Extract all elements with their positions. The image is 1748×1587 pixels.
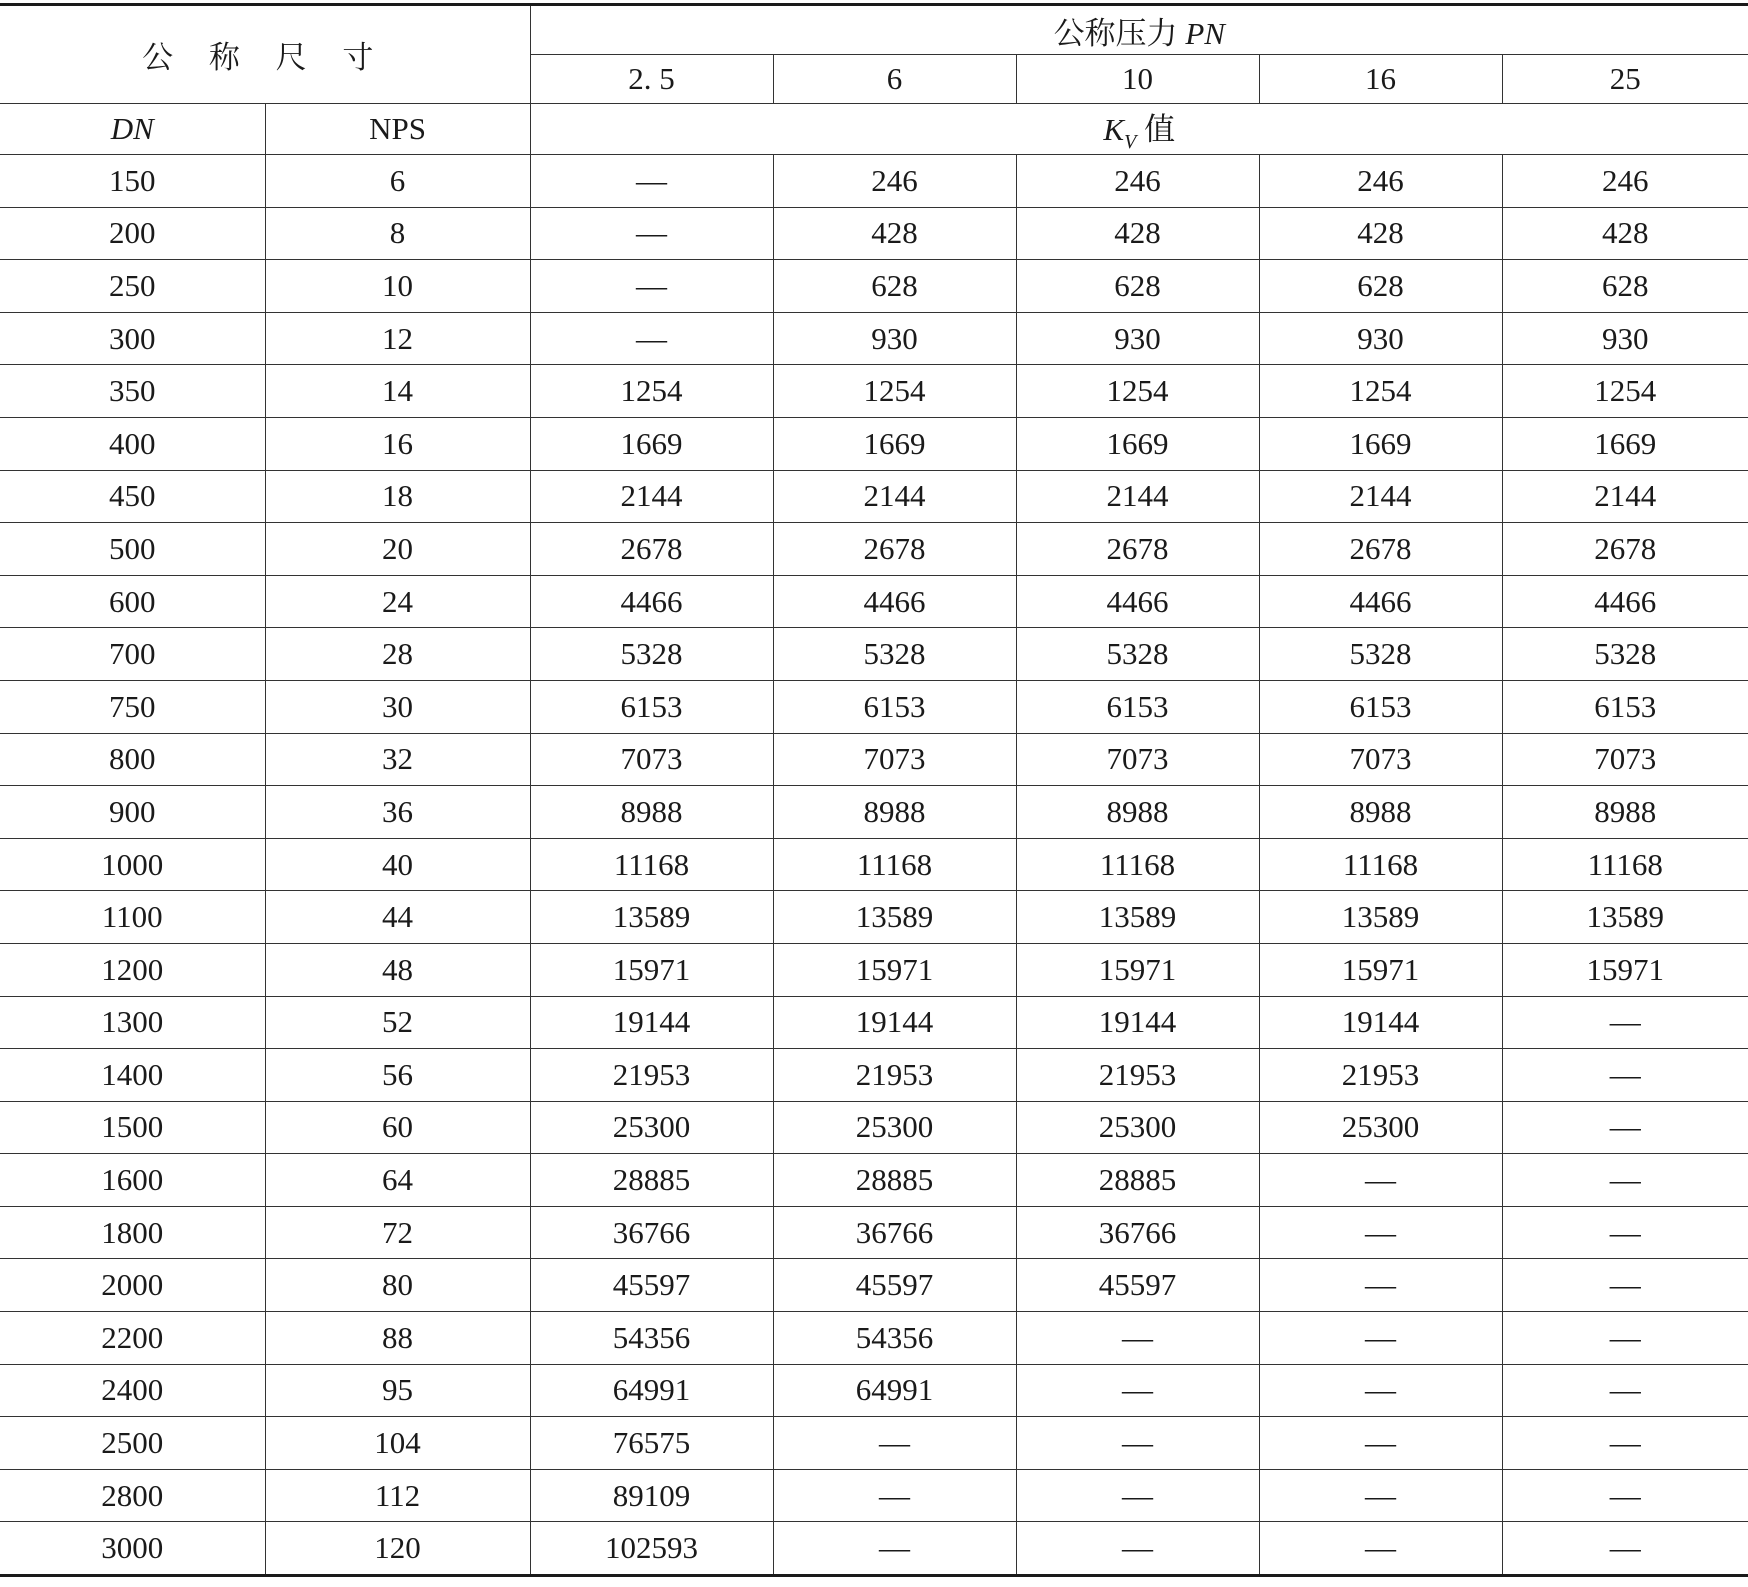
kv-cell-pn16: 15971 <box>1259 943 1502 996</box>
kv-cell-pn6: 2678 <box>773 523 1016 576</box>
table-row <box>0 155 1748 208</box>
kv-cell-pn25: — <box>1502 1417 1748 1470</box>
kv-cell-pn16: 7073 <box>1259 733 1502 786</box>
table-row <box>0 1469 1748 1522</box>
nps-cell: 10 <box>265 260 530 313</box>
kv-cell-pn10: 21953 <box>1016 1049 1259 1102</box>
pressure-class-header: 25 <box>1502 55 1748 104</box>
pressure-class-header: 10 <box>1016 55 1259 104</box>
kv-cell-pn10: 25300 <box>1016 1101 1259 1154</box>
kv-cell-pn16: — <box>1259 1312 1502 1365</box>
nps-cell: 20 <box>265 523 530 576</box>
dn-cell: 700 <box>0 628 265 681</box>
nps-cell: 32 <box>265 733 530 786</box>
table-row <box>0 996 1748 1049</box>
kv-cell-pn16: — <box>1259 1469 1502 1522</box>
kv-cell-pn2-5: 2678 <box>530 523 773 576</box>
dn-cell: 3000 <box>0 1522 265 1576</box>
pressure-class-header: 6 <box>773 55 1016 104</box>
kv-cell-pn2-5: 8988 <box>530 786 773 839</box>
dn-cell: 450 <box>0 470 265 523</box>
kv-cell-pn6: 6153 <box>773 680 1016 733</box>
kv-cell-pn25: — <box>1502 1154 1748 1207</box>
table-row <box>0 943 1748 996</box>
dn-column-header: DN <box>0 104 265 155</box>
kv-cell-pn2-5: 25300 <box>530 1101 773 1154</box>
kv-cell-pn6: — <box>773 1469 1016 1522</box>
kv-cell-pn6: 64991 <box>773 1364 1016 1417</box>
kv-cell-pn25: 1669 <box>1502 417 1748 470</box>
kv-cell-pn2-5: — <box>530 312 773 365</box>
kv-cell-pn6: — <box>773 1417 1016 1470</box>
kv-cell-pn16: 930 <box>1259 312 1502 365</box>
kv-cell-pn10: — <box>1016 1469 1259 1522</box>
kv-cell-pn25: — <box>1502 996 1748 1049</box>
kv-cell-pn6: 246 <box>773 155 1016 208</box>
kv-cell-pn25: — <box>1502 1312 1748 1365</box>
kv-cell-pn25: 1254 <box>1502 365 1748 418</box>
kv-cell-pn2-5: 64991 <box>530 1364 773 1417</box>
kv-cell-pn6: 1254 <box>773 365 1016 418</box>
kv-cell-pn10: 36766 <box>1016 1206 1259 1259</box>
kv-cell-pn16: — <box>1259 1206 1502 1259</box>
kv-cell-pn6: 930 <box>773 312 1016 365</box>
kv-cell-pn25: 246 <box>1502 155 1748 208</box>
nps-cell: 14 <box>265 365 530 418</box>
dn-cell: 250 <box>0 260 265 313</box>
kv-cell-pn6: 36766 <box>773 1206 1016 1259</box>
kv-cell-pn16: 5328 <box>1259 628 1502 681</box>
dn-cell: 1800 <box>0 1206 265 1259</box>
kv-cell-pn2-5: — <box>530 207 773 260</box>
table-row <box>0 312 1748 365</box>
kv-cell-pn10: 930 <box>1016 312 1259 365</box>
kv-cell-pn10: 19144 <box>1016 996 1259 1049</box>
kv-cell-pn2-5: 5328 <box>530 628 773 681</box>
kv-cell-pn16: 4466 <box>1259 575 1502 628</box>
kv-cell-pn6: 54356 <box>773 1312 1016 1365</box>
kv-cell-pn25: 6153 <box>1502 680 1748 733</box>
pressure-class-header: 16 <box>1259 55 1502 104</box>
kv-cell-pn16: 2678 <box>1259 523 1502 576</box>
nps-cell: 24 <box>265 575 530 628</box>
kv-cell-pn6: 628 <box>773 260 1016 313</box>
kv-cell-pn16: 628 <box>1259 260 1502 313</box>
nps-cell: 28 <box>265 628 530 681</box>
kv-cell-pn25: 7073 <box>1502 733 1748 786</box>
kv-cell-pn6: 5328 <box>773 628 1016 681</box>
kv-cell-pn25: — <box>1502 1522 1748 1576</box>
kv-cell-pn10: 2144 <box>1016 470 1259 523</box>
table-row <box>0 733 1748 786</box>
kv-cell-pn6: 15971 <box>773 943 1016 996</box>
kv-cell-pn6: 1669 <box>773 417 1016 470</box>
kv-cell-pn10: 2678 <box>1016 523 1259 576</box>
kv-value-header: $K_V$ 值 <box>530 104 1748 155</box>
kv-cell-pn16: 6153 <box>1259 680 1502 733</box>
dn-cell: 2400 <box>0 1364 265 1417</box>
table-row <box>0 1206 1748 1259</box>
table-row <box>0 470 1748 523</box>
kv-cell-pn2-5: 102593 <box>530 1522 773 1576</box>
table-row <box>0 1154 1748 1207</box>
kv-cell-pn10: 246 <box>1016 155 1259 208</box>
kv-cell-pn2-5: 1669 <box>530 417 773 470</box>
kv-cell-pn16: — <box>1259 1259 1502 1312</box>
table-row <box>0 365 1748 418</box>
dn-cell: 300 <box>0 312 265 365</box>
kv-cell-pn10: 15971 <box>1016 943 1259 996</box>
nps-cell: 120 <box>265 1522 530 1576</box>
nps-column-header: NPS <box>265 104 530 155</box>
kv-cell-pn25: 930 <box>1502 312 1748 365</box>
dn-cell: 800 <box>0 733 265 786</box>
kv-cell-pn10: 1254 <box>1016 365 1259 418</box>
kv-cell-pn2-5: 1254 <box>530 365 773 418</box>
kv-cell-pn10: 45597 <box>1016 1259 1259 1312</box>
kv-cell-pn10: 628 <box>1016 260 1259 313</box>
table-row <box>0 1364 1748 1417</box>
dn-cell: 150 <box>0 155 265 208</box>
table-row <box>0 891 1748 944</box>
nps-cell: 60 <box>265 1101 530 1154</box>
kv-cell-pn10: 1669 <box>1016 417 1259 470</box>
nps-cell: 88 <box>265 1312 530 1365</box>
kv-cell-pn2-5: 6153 <box>530 680 773 733</box>
nominal-size-header: 公 称 尺 寸 <box>0 5 530 104</box>
kv-cell-pn25: 628 <box>1502 260 1748 313</box>
kv-cell-pn2-5: 54356 <box>530 1312 773 1365</box>
kv-cell-pn16: 11168 <box>1259 838 1502 891</box>
kv-cell-pn16: 428 <box>1259 207 1502 260</box>
kv-cell-pn10: 428 <box>1016 207 1259 260</box>
nps-cell: 8 <box>265 207 530 260</box>
kv-cell-pn2-5: — <box>530 155 773 208</box>
kv-cell-pn2-5: — <box>530 260 773 313</box>
kv-cell-pn16: 13589 <box>1259 891 1502 944</box>
kv-cell-pn6: 21953 <box>773 1049 1016 1102</box>
nps-cell: 112 <box>265 1469 530 1522</box>
kv-cell-pn16: — <box>1259 1154 1502 1207</box>
nps-cell: 64 <box>265 1154 530 1207</box>
table-row <box>0 1101 1748 1154</box>
nps-cell: 16 <box>265 417 530 470</box>
kv-cell-pn16: — <box>1259 1522 1502 1576</box>
table-row <box>0 1312 1748 1365</box>
nps-cell: 36 <box>265 786 530 839</box>
dn-cell: 1100 <box>0 891 265 944</box>
pressure-class-header: 2. 5 <box>530 55 773 104</box>
kv-cell-pn6: 11168 <box>773 838 1016 891</box>
kv-cell-pn16: 1254 <box>1259 365 1502 418</box>
nps-cell: 104 <box>265 1417 530 1470</box>
kv-cell-pn25: — <box>1502 1101 1748 1154</box>
table-row <box>0 417 1748 470</box>
table-row <box>0 1259 1748 1312</box>
kv-cell-pn6: 28885 <box>773 1154 1016 1207</box>
table-row <box>0 680 1748 733</box>
kv-cell-pn6: 8988 <box>773 786 1016 839</box>
dn-cell: 1000 <box>0 838 265 891</box>
kv-cell-pn16: — <box>1259 1417 1502 1470</box>
kv-cell-pn10: 11168 <box>1016 838 1259 891</box>
nps-cell: 44 <box>265 891 530 944</box>
kv-cell-pn25: — <box>1502 1049 1748 1102</box>
dn-cell: 1500 <box>0 1101 265 1154</box>
dn-cell: 500 <box>0 523 265 576</box>
kv-cell-pn6: 25300 <box>773 1101 1016 1154</box>
nps-cell: 30 <box>265 680 530 733</box>
kv-cell-pn6: 2144 <box>773 470 1016 523</box>
nps-cell: 80 <box>265 1259 530 1312</box>
table-row <box>0 207 1748 260</box>
kv-cell-pn10: 13589 <box>1016 891 1259 944</box>
nps-cell: 72 <box>265 1206 530 1259</box>
kv-cell-pn25: 428 <box>1502 207 1748 260</box>
nps-cell: 56 <box>265 1049 530 1102</box>
kv-cell-pn10: — <box>1016 1312 1259 1365</box>
dn-cell: 2200 <box>0 1312 265 1365</box>
kv-cell-pn25: 5328 <box>1502 628 1748 681</box>
kv-cell-pn16: 8988 <box>1259 786 1502 839</box>
kv-cell-pn25: 2144 <box>1502 470 1748 523</box>
nps-cell: 12 <box>265 312 530 365</box>
table-row <box>0 1049 1748 1102</box>
kv-cell-pn10: — <box>1016 1364 1259 1417</box>
kv-cell-pn6: 4466 <box>773 575 1016 628</box>
nominal-pressure-header: 公称压力 PN <box>530 5 1748 55</box>
kv-cell-pn25: — <box>1502 1206 1748 1259</box>
nps-cell: 95 <box>265 1364 530 1417</box>
kv-cell-pn2-5: 36766 <box>530 1206 773 1259</box>
table-row <box>0 838 1748 891</box>
dn-cell: 2000 <box>0 1259 265 1312</box>
kv-cell-pn6: — <box>773 1522 1016 1576</box>
kv-cell-pn10: 8988 <box>1016 786 1259 839</box>
kv-cell-pn25: 13589 <box>1502 891 1748 944</box>
kv-cell-pn10: 6153 <box>1016 680 1259 733</box>
kv-cell-pn25: — <box>1502 1259 1748 1312</box>
kv-cell-pn25: 8988 <box>1502 786 1748 839</box>
kv-cell-pn2-5: 28885 <box>530 1154 773 1207</box>
kv-cell-pn16: 2144 <box>1259 470 1502 523</box>
kv-cell-pn16: — <box>1259 1364 1502 1417</box>
dn-cell: 200 <box>0 207 265 260</box>
kv-cell-pn25: — <box>1502 1469 1748 1522</box>
kv-cell-pn25: — <box>1502 1364 1748 1417</box>
kv-cell-pn2-5: 19144 <box>530 996 773 1049</box>
dn-cell: 900 <box>0 786 265 839</box>
dn-cell: 1400 <box>0 1049 265 1102</box>
kv-cell-pn2-5: 15971 <box>530 943 773 996</box>
kv-cell-pn25: 4466 <box>1502 575 1748 628</box>
kv-cell-pn25: 11168 <box>1502 838 1748 891</box>
kv-cell-pn2-5: 45597 <box>530 1259 773 1312</box>
table-row <box>0 628 1748 681</box>
dn-cell: 600 <box>0 575 265 628</box>
kv-cell-pn2-5: 89109 <box>530 1469 773 1522</box>
kv-cell-pn10: 7073 <box>1016 733 1259 786</box>
dn-cell: 1300 <box>0 996 265 1049</box>
dn-cell: 400 <box>0 417 265 470</box>
table-row <box>0 575 1748 628</box>
kv-cell-pn6: 428 <box>773 207 1016 260</box>
table-row <box>0 1417 1748 1470</box>
kv-cell-pn6: 7073 <box>773 733 1016 786</box>
table-row <box>0 523 1748 576</box>
kv-cell-pn2-5: 11168 <box>530 838 773 891</box>
kv-cell-pn2-5: 2144 <box>530 470 773 523</box>
dn-cell: 1200 <box>0 943 265 996</box>
kv-cell-pn16: 19144 <box>1259 996 1502 1049</box>
dn-cell: 750 <box>0 680 265 733</box>
kv-cell-pn6: 13589 <box>773 891 1016 944</box>
kv-cell-pn10: 5328 <box>1016 628 1259 681</box>
nps-cell: 40 <box>265 838 530 891</box>
kv-cell-pn16: 21953 <box>1259 1049 1502 1102</box>
table-row <box>0 260 1748 313</box>
dn-cell: 2800 <box>0 1469 265 1522</box>
nps-cell: 18 <box>265 470 530 523</box>
kv-cell-pn25: 15971 <box>1502 943 1748 996</box>
dn-cell: 350 <box>0 365 265 418</box>
kv-cell-pn10: — <box>1016 1522 1259 1576</box>
kv-cell-pn16: 25300 <box>1259 1101 1502 1154</box>
dn-cell: 1600 <box>0 1154 265 1207</box>
kv-cell-pn6: 45597 <box>773 1259 1016 1312</box>
dn-cell: 2500 <box>0 1417 265 1470</box>
nps-cell: 52 <box>265 996 530 1049</box>
nps-cell: 6 <box>265 155 530 208</box>
kv-cell-pn10: 4466 <box>1016 575 1259 628</box>
kv-cell-pn2-5: 7073 <box>530 733 773 786</box>
kv-cell-pn6: 19144 <box>773 996 1016 1049</box>
kv-cell-pn16: 246 <box>1259 155 1502 208</box>
table-row <box>0 786 1748 839</box>
kv-cell-pn2-5: 4466 <box>530 575 773 628</box>
table-row <box>0 1522 1748 1576</box>
kv-cell-pn2-5: 21953 <box>530 1049 773 1102</box>
kv-cell-pn10: — <box>1016 1417 1259 1470</box>
kv-cell-pn10: 28885 <box>1016 1154 1259 1207</box>
kv-cell-pn2-5: 76575 <box>530 1417 773 1470</box>
kv-value-table <box>0 3 1748 1577</box>
kv-cell-pn2-5: 13589 <box>530 891 773 944</box>
kv-cell-pn25: 2678 <box>1502 523 1748 576</box>
kv-cell-pn16: 1669 <box>1259 417 1502 470</box>
nps-cell: 48 <box>265 943 530 996</box>
